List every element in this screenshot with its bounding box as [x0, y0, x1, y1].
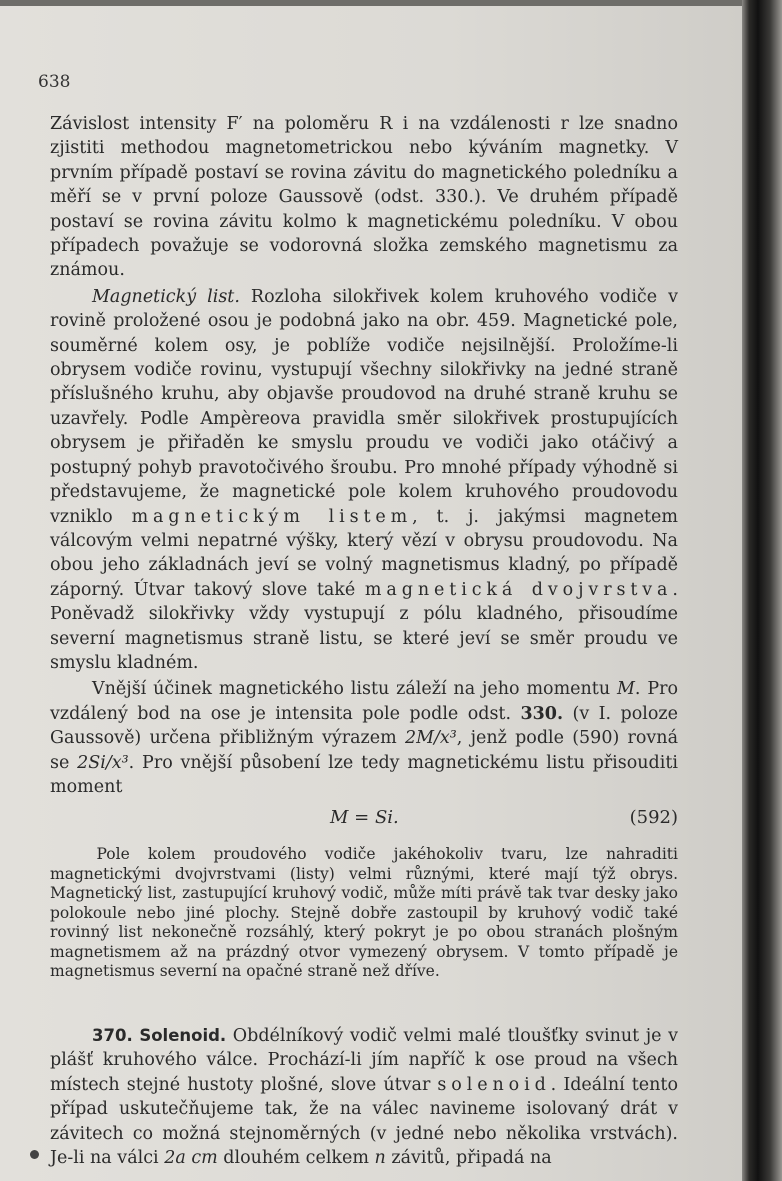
subheading-magnetic-sheet: Magnetický list.: [92, 286, 240, 307]
term-solenoid: solenoid: [437, 1074, 551, 1095]
paragraph-magnetic-sheet: Magnetický list. Rozloha silokřivek kolem kruhového vodiče v rovině proložené osou je podobná jako na obr. 459. Magnetické pole, souměrné kolem osy, je poblíže vodiče nejsilnější. Proložíme-li obrysem vodiče rovinu, vystupují všechny silokřivky na jedné straně příslušného kruhu, aby objavše proudovod na druhé straně kruhu se uzavřely. Podle Ampèreova pravidla směr silokřivek prostupujících obrysem je přiřaděn ke smyslu proudu ve vodiči jako otáčivý a postupný pohyb pravotočivého šroubu. Pro mnohé případy výhodně si představujeme, že magnetické pole kolem kruhového proudovodu vzniklo magnetickým listem, t. j. jakýmsi magnetem válcovým velmi nepatrné výšky, který vězí v obrysu proudovodu. Na obou jeho základnách jeví se volný magnetismus kladný, po případě záporný. Útvar takový slove také magnetická dvojvrstva. Poněvadž silokřivky vždy vystupují z pólu kladného, přisoudíme severní magnetismus straně listu, se které jeví se směr proudu ve smyslu kladném.: [50, 286, 678, 673]
small-print-paragraph: Pole kolem proudového vodiče jakéhokoliv tvaru, lze nahraditi magnetickými dvojvrstvami (listy) velmi různými, které mají týž obrys. Magnetický list, zastupující kruhový vodič, může míti právě tak tvar desky jako polokoule nebo jiné plochy. Stejně dobře zastoupil by kruhový vodič také rovinný list nekonečně rozsáhlý, který pokryt je po obou stranách plošným magnetismem až na prázdný otvor vymezený obrysem. V tomto případě je magnetismus severní na opačné straně než dříve.: [50, 845, 678, 981]
equation-592: [50, 799, 678, 837]
ink-dot-mark: [30, 1150, 39, 1159]
paragraph-moment: Vnější účinek magnetického listu záleží na jeho momentu M. Pro vzdálený bod na ose je intensita pole podle odst. 330. (v I. poloze Gaussově) určena přibližným výrazem 2M/x³, jenž podle (590) rovná se 2Si/x³. Pro vnější působení lze tedy magnetickému listu přisouditi moment: [50, 679, 678, 797]
top-edge-shadow: [0, 0, 742, 6]
section-370: 370. Solenoid. Obdélníkový vodič velmi malé tloušťky svinut je v plášť kruhového válce. Prochází-li jím napříč k ose proud na všech místech stejné hustoty plošné, slove útvar solenoid. Ideální tento případ uskutečňujeme tak, že na válec navineme isolovaný drát v závitech co možná stejnoměrných (v jedné nebo několika vrstvách). Je-li na válci 2a cm dlouhém celkem n závitů, připadá na: [50, 1025, 678, 1168]
equation-number: (592): [629, 807, 678, 829]
section-number: 370.: [92, 1025, 133, 1045]
paragraph-intensity: Závislost intensity F′ na poloměru R i na vzdálenosti r lze snadno zjistiti methodou magnetometrickou nebo kýváním magnetky. V prvním případě postaví se rovina závitu do magnetického poledníku a měří se v první poloze Gaussově (odst. 330.). Ve druhém případě postaví se rovina závitu kolmo k magnetickému poledníku. V obou případech považuje se vodorovná složka zemského magnetismu za známou.: [50, 114, 678, 281]
term-magnetic-sheet: magnetickým listem: [131, 506, 413, 527]
page-number: 638: [38, 72, 71, 92]
page-content: [50, 112, 678, 1170]
book-spine-shadow: [742, 0, 782, 1181]
equation-expression: M = Si.: [330, 807, 399, 829]
section-title: Solenoid.: [139, 1025, 227, 1045]
term-magnetic-double-layer: magnetická dvojvrstva: [364, 579, 673, 600]
